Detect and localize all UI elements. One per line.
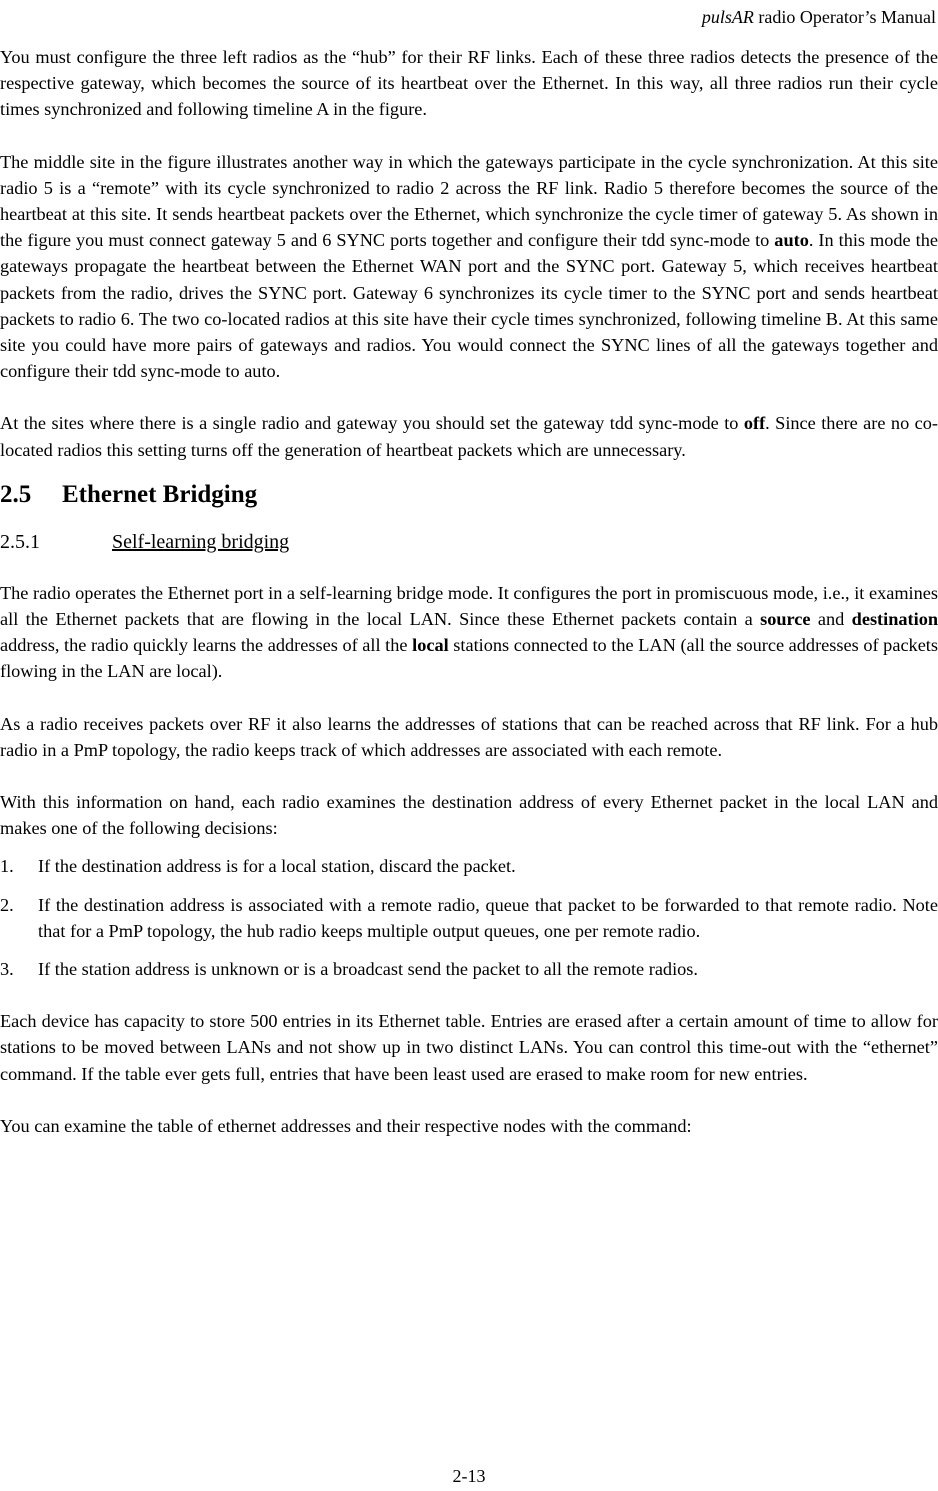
paragraph-table-capacity: Each device has capacity to store 500 entries in its Ethernet table. Entries are erased after a certain amount of time to allow for stations to be moved between LANs and not show up in two distinct LANs. You can control this time-out with the “ethernet” command. If the table ever gets full, entries that have been least used are erased to make room for new entries. xyxy=(0,1011,938,1084)
header-title: radio Operator’s Manual xyxy=(753,7,936,27)
decision-list xyxy=(0,853,938,982)
paragraph-middle-site: The middle site in the figure illustrates another way in which the gateways participate in the cycle synchronization. At this site radio 5 is a “remote” with its cycle synchronized to radio 2 across the RF link. Radio 5 therefore becomes the source of the heartbeat at this site. It sends heartbeat packets over the Ethernet, which synchronize the cycle timer of gateway 5. As shown in the figure you must connect gateway 5 and 6 SYNC ports together and configure their tdd sync-mode to auto. In this mode the gateways propagate the heartbeat between the Ethernet WAN port and the SYNC port. Gateway 5, which receives heartbeat packets from the radio, drives the SYNC port. Gateway 6 synchronizes its cycle timer to the SYNC port and sends heartbeat packets to radio 6. The two co-located radios at this site have their cycle times synchronized, following timeline B. At this same site you could have more pairs of gateways and radios. You would connect the SYNC lines of all the gateways together and configure their tdd sync-mode to auto. xyxy=(0,151,938,382)
subsection-title: Self-learning bridging xyxy=(112,530,290,553)
paragraph-decisions-intro: With this information on hand, each radio examines the destination address of every Ethernet packet in the local LAN and makes one of the following decisions: xyxy=(0,792,938,839)
section-title: Ethernet Bridging xyxy=(62,480,258,508)
keyword-local: local xyxy=(412,635,449,656)
page-body xyxy=(0,44,938,1139)
keyword-source: source xyxy=(760,609,811,630)
section-heading xyxy=(0,480,938,510)
subsection-heading xyxy=(0,529,938,555)
section-number: 2.5 xyxy=(0,480,32,508)
paragraph-rf-learning: As a radio receives packets over RF it also learns the addresses of stations that can be reached across that RF link. For a hub radio in a PmP topology, the radio keeps track of which addresses are associated with each remote. xyxy=(0,713,938,760)
paragraph-hub-config: You must configure the three left radios as the “hub” for their RF links. Each of these three radios detects the presence of the respective gateway, which becomes the source of its heartbeat over the Ethernet. In this way, all three radios run their cycle times synchronized and following timeline A in the figure. xyxy=(0,47,938,120)
running-header xyxy=(702,6,936,28)
list-item: 3. If the station address is unknown or is a broadcast send the packet to all the remote radios. xyxy=(0,959,698,980)
keyword-off: off xyxy=(743,413,766,434)
list-item: 2. If the destination address is associated with a remote radio, queue that packet to be forwarded to that remote radio. Note that for a PmP topology, the hub radio keeps multiple output queues, one per remote radio. xyxy=(0,894,938,941)
page-number: 2-13 xyxy=(452,1466,486,1486)
paragraph-examine-table: You can examine the table of ethernet addresses and their respective nodes with the command: xyxy=(0,1115,692,1136)
subsection-number: 2.5.1 xyxy=(0,530,40,553)
list-item: 1. If the destination address is for a local station, discard the packet. xyxy=(0,856,516,877)
keyword-destination: destination xyxy=(851,609,938,630)
keyword-auto: auto xyxy=(774,230,809,251)
paragraph-bridge-mode: The radio operates the Ethernet port in a self-learning bridge mode. It configures the port in promiscuous mode, i.e., it examines all the Ethernet packets that are flowing in the local LAN. Since these Ethernet packets contain a source and destination address, the radio quickly learns the addresses of all the local stations connected to the LAN (all the source addresses of packets flowing in the LAN are local). xyxy=(0,582,938,682)
paragraph-single-radio: At the sites where there is a single radio and gateway you should set the gateway tdd sync-mode to off. Since there are no co-located radios this setting turns off the generation of heartbeat packets which are unnecessary. xyxy=(0,413,938,460)
header-product: pulsAR xyxy=(701,7,754,27)
